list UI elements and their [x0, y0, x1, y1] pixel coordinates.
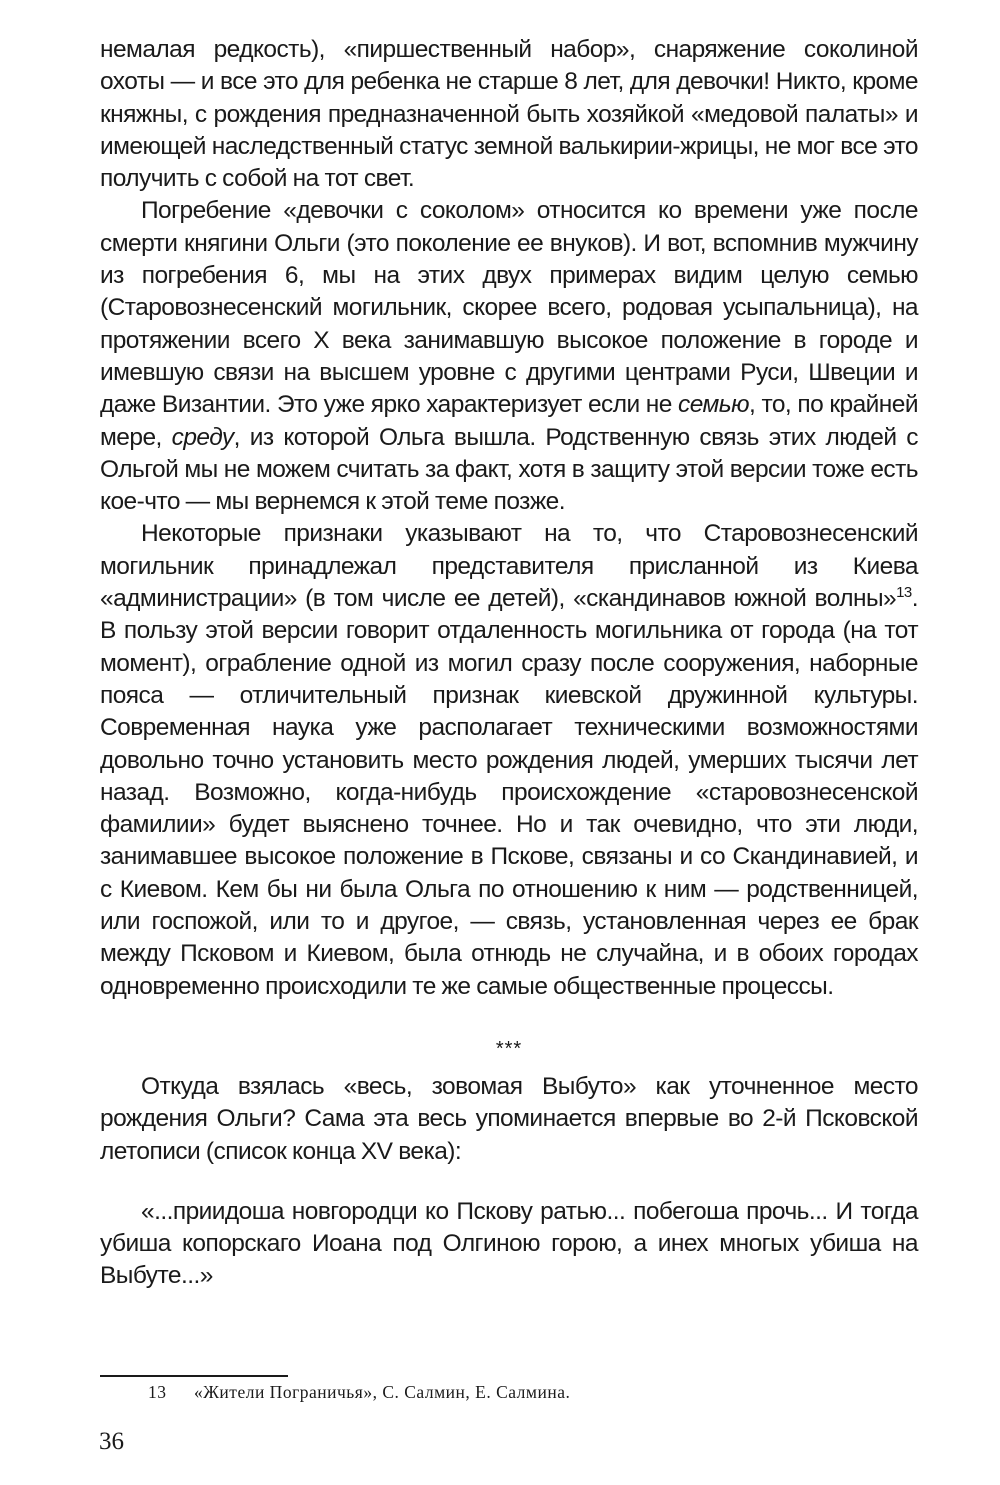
paragraph-2 — [100, 195, 918, 518]
section-separator: *** — [495, 1037, 523, 1060]
footnote-reference: 13 — [896, 584, 912, 602]
paragraph-2-text-a: Погребение «девочки с соколом» относится ко времени уже после смерти княгини Ольги (это поколение ее внуков). И вот, вспомнив мужчину из погребения 6, мы на этих двух примерах видим целую семью (Старовознесенский могильник, скорее всего, родовая усыпальница), на протяжении всего X века занимавшую высокое положение в городе и имевшую связи на высшем уровне с другими центрами Руси, Швеции и даже Византии. Это уже ярко характеризует если не — [100, 197, 918, 419]
emphasis-family: семью — [678, 391, 750, 419]
paragraph-4: Откуда взялась «весь, зовомая Выбуто» как уточненное место рождения Ольги? Сама эта весь упоминается впервые во 2-й Псковской летописи (список конца XV века): — [100, 1072, 918, 1165]
paragraph-3 — [100, 518, 918, 1002]
chronicle-quote: «...приидоша новгородци ко Пскову ратью... побегоша прочь... И тогда убиша копорскаго Иоана под Олгиною горою, а инех многых убиша на Выбуте...» — [100, 1197, 918, 1290]
footnote — [148, 1381, 570, 1403]
page-number: 36 — [99, 1428, 124, 1455]
paragraph-1: немалая редкость), «пиршественный набор», снаряжение соколиной охоты — и все это для ребенка не старше 8 лет, для девочки! Никто, кроме княжны, с рождения предназначенной быть хозяйкой «медовой палаты» и имеющей наследственный статус земной валькирии-жрицы, не мог все это получить с собой на тот свет. — [100, 36, 918, 193]
paragraph-3-text-a: Некоторые признаки указывают на то, что Старовознесенский могильник принадлежал представителя присланной из Киева «администрации» (в том числе ее детей), «скандинавов южной волны» — [100, 520, 918, 613]
footnote-text: «Жители Пограничья», С. Салмин, Е. Салмина. — [194, 1382, 571, 1402]
paragraph-3-text-b: . В пользу этой версии говорит отдаленность могильника от города (на тот момент), ограбление одной из могил сразу после сооружения, наборные пояса — отличительный признак киевской дружинной культуры. Современная наука уже располагает техническими возможностями довольно точно установить место рождения людей, умерших тысячи лет назад. Возможно, когда-нибудь происхождение «старовознесенской фамилии» будет выяснено точнее. Но и так очевидно, что эти люди, занимавшее высокое положение в Пскове, связаны и со Скандинавией, и с Киевом. Кем бы ни была Ольга по отношению к ним — родственницей, или госпожой, или то и другое, — связь, установленная через ее брак между Псковом и Киевом, была отнюдь не случайна, и в обоих городах одновременно происходили те же самые общественные процессы. — [100, 585, 918, 1000]
emphasis-milieu: среду — [171, 423, 234, 451]
paragraph-2-text-b: , то, по крайней мере, — [100, 391, 918, 451]
paragraph-2-text-c: , из которой Ольга вышла. Родственную связь этих людей с Ольгой мы не можем считать за факт, хотя в защиту этой версии тоже есть кое-что — мы вернемся к этой теме позже. — [100, 423, 919, 516]
footnote-divider — [100, 1375, 288, 1377]
footnote-number: 13 — [148, 1382, 167, 1402]
main-text — [100, 34, 918, 1293]
